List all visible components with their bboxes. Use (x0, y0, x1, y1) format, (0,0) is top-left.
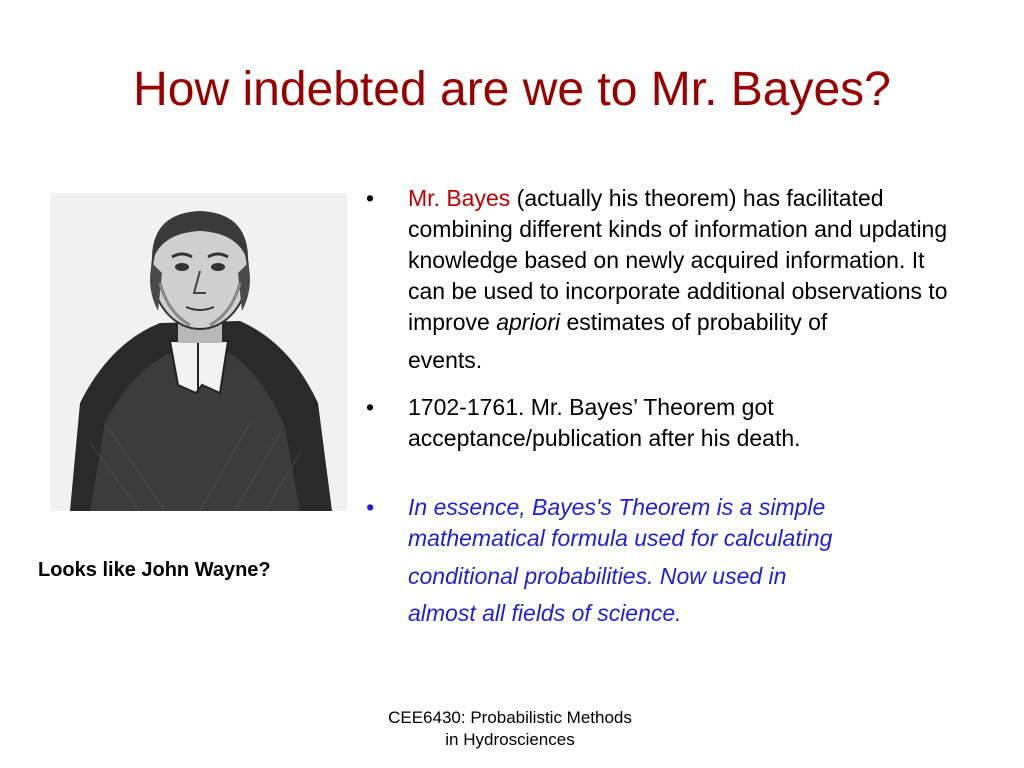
bullet-marker: • (366, 494, 375, 520)
bullet-marker: • (366, 185, 375, 211)
bullet-highlight: Mr. Bayes (408, 185, 511, 211)
bullet-marker: • (366, 394, 375, 420)
bullet-item (366, 492, 966, 629)
bullet-text: events. (408, 347, 483, 373)
portrait-caption: Looks like John Wayne? (38, 559, 271, 581)
bullet-item (366, 183, 966, 382)
bullet-text: 1702-1761. Mr. Bayes’ Theorem got acceptance/publication after his death. (408, 394, 801, 451)
portrait-engraving (50, 193, 347, 511)
footer-line: in Hydrosciences (445, 730, 575, 749)
bullet-list (366, 183, 966, 629)
slide-footer (360, 707, 660, 751)
bullet-text: almost all fields of science. (408, 600, 682, 626)
slide-title: How indebted are we to Mr. Bayes? (133, 63, 891, 116)
bullet-text: estimates of probability of (560, 309, 828, 335)
bullet-text: In essence, Bayes's Theorem is a simple mathematical formula used for calculating (408, 494, 833, 551)
portrait-image (50, 193, 347, 511)
bullet-text: conditional probabilities. Now used in (408, 563, 787, 589)
bullet-text: (actually his theorem) has facilitated combining different kinds of information and updating knowledge based on newly acquired information. It can be used to incorporate additional observations to improve (408, 185, 948, 335)
footer-line: CEE6430: Probabilistic Methods (388, 708, 632, 727)
bullet-item (366, 392, 966, 454)
bullet-italic-term: apriori (496, 309, 561, 335)
